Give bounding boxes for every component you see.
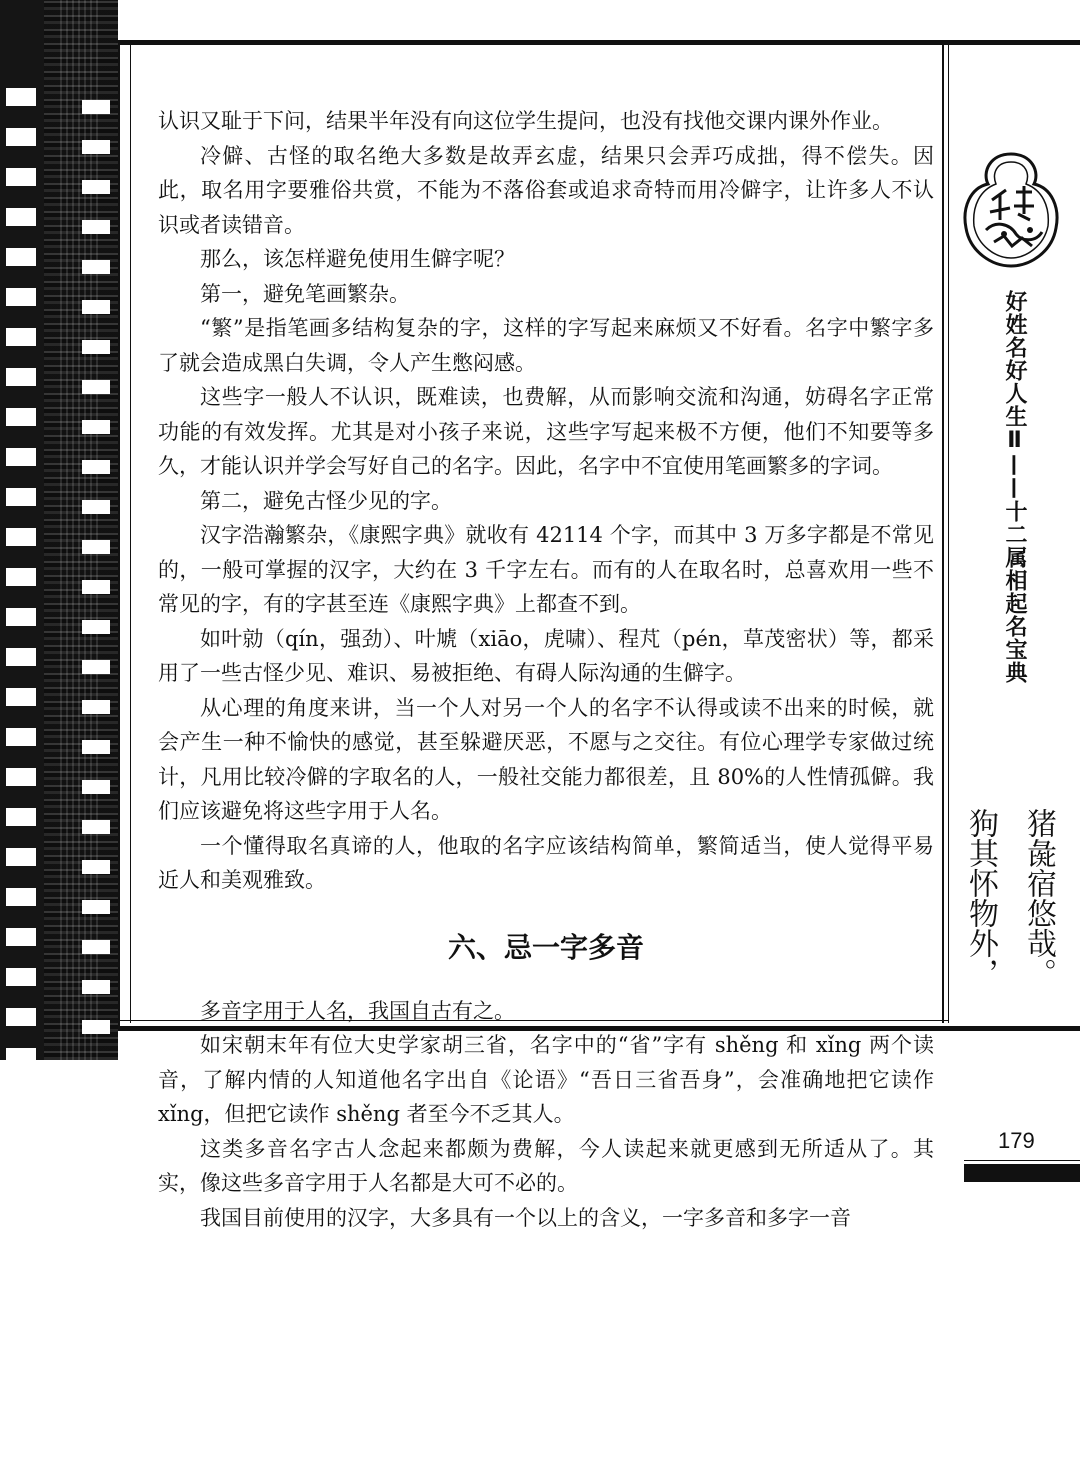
sidebar-poem-line-2: 狗其怀物外， [963,808,998,988]
film-sprocket-hole [6,888,36,906]
film-sprocket-hole [6,688,36,706]
book-title-vertical: 好姓名好人生Ⅱ——十二属相起名宝典 [1002,290,1027,684]
film-sprocket-hole [82,460,110,474]
sidebar-poem-line-1: 猪彘宿悠哉。 [1021,808,1056,988]
film-sprocket-hole [6,648,36,666]
body-paragraphs-top [158,104,934,898]
film-sprocket-hole [82,260,110,274]
film-sprocket-hole [82,900,110,914]
film-sprocket-hole [6,248,36,266]
page-number: 179 [998,1128,1035,1153]
body-paragraph: 第二，避免古怪少见的字。 [200,488,452,513]
page-number-bar [964,1164,1080,1182]
body-paragraph: “繁”是指笔画多结构复杂的字，这样的字写起来麻烦又不好看。名字中繁字多了就会造成黑白失调，令人产生憋闷感。 [158,316,934,375]
film-strip-decoration [0,0,118,1060]
film-sprocket-hole [6,168,36,186]
film-sprocket-hole [6,928,36,946]
body-paragraph: 冷僻、古怪的取名绝大多数是故弄玄虚，结果只会弄巧成拙，得不偿失。因此，取名用字要雅俗共赏，不能为不落俗套或追求奇特而用冷僻字，让许多人不认识或者读错音。 [158,143,934,237]
film-sprocket-hole [82,860,110,874]
page-body [158,104,934,1235]
film-sprocket-hole [6,768,36,786]
film-sprocket-hole [82,500,110,514]
film-sprocket-hole [6,128,36,146]
body-paragraph: 第一，避免笔画繁杂。 [200,281,410,306]
body-paragraph: 从心理的角度来讲，当一个人对另一个人的名字不认得或读不出来的时候，就会产生一种不愉快的感觉，甚至躲避厌恶，不愿与之交往。有位心理学专家做过统计，凡用比较冷僻的字取名的人，一般社交能力都很差，且 80%的人性情孤僻。我们应该避免将这些字用于人名。 [158,695,934,823]
film-sprocket-hole [82,700,110,714]
film-sprocket-hole [82,140,110,154]
film-sprocket-hole [82,540,110,554]
film-sprocket-hole [82,980,110,994]
left-rule-thin [130,45,131,1023]
page-number-rule [964,1160,1080,1161]
film-sprocket-hole [82,780,110,794]
film-sprocket-hole [82,300,110,314]
film-sprocket-hole [6,848,36,866]
film-sprocket-hole [82,420,110,434]
film-sprocket-hole [6,728,36,746]
right-rule-thin [948,45,949,1023]
film-sprocket-hole [6,368,36,386]
left-rule [118,40,120,1030]
film-sprocket-hole [6,208,36,226]
film-sprocket-hole [82,580,110,594]
film-sprocket-hole [6,408,36,426]
right-rule [942,45,944,1023]
body-paragraph: 认识又耻于下问，结果半年没有向这位学生提问，也没有找他交课内课外作业。 [158,109,893,133]
body-paragraph: 如宋朝末年有位大史学家胡三省，名字中的“省”字有 shěng 和 xǐng 两个读音，了解内情的人知道他名字出自《论语》“吾日三省吾身”，会准确地把它读作 xǐng，但把它读作 shěng 者至今不乏其人。 [158,1033,934,1126]
film-sprocket-hole [6,88,36,106]
film-sprocket-hole [6,528,36,546]
film-sprocket-hole [6,968,36,986]
film-sprocket-hole [6,1048,36,1060]
body-paragraph: 多音字用于人名，我国自古有之。 [200,998,515,1023]
body-paragraphs-bottom [158,994,934,1236]
film-sprocket-hole [82,100,110,114]
body-paragraph: 汉字浩瀚繁杂，《康熙字典》就收有 42114 个字，而其中 3 万多字都是不常见的，一般可掌握的汉字，大约在 3 千字左右。而有的人在取名时，总喜欢用一些不常见的字，有的字甚至连《康熙字典》上都查不到。 [158,523,934,616]
film-sprocket-hole [6,1008,36,1026]
film-sprocket-hole [6,288,36,306]
body-paragraph: 这类多音名字古人念起来都颇为费解，今人读起来就更感到无所适从了。其实，像这些多音字用于人名都是大可不必的。 [158,1136,934,1195]
film-sprocket-hole [82,740,110,754]
body-paragraph: 我国目前使用的汉字，大多具有一个以上的含义，一字多音和多字一音 [200,1205,851,1230]
film-sprocket-hole [6,608,36,626]
film-sprocket-hole [6,568,36,586]
film-sprocket-hole [82,220,110,234]
film-sprocket-hole [82,940,110,954]
body-paragraph: 如叶勍（qín，强劲）、叶虓（xiāo，虎啸）、程芃（pén，草茂密状）等，都采用了一些古怪少见、难识、易被拒绝、有碍人际沟通的生僻字。 [158,626,934,685]
film-sprocket-hole [82,660,110,674]
film-sprocket-hole [6,488,36,506]
film-sprocket-hole [82,820,110,834]
section-heading: 六、忌一字多音 [447,930,644,964]
film-sprocket-hole [82,1020,110,1034]
film-sprocket-hole [82,180,110,194]
body-paragraph: 一个懂得取名真谛的人，他取的名字应该结构简单，繁简适当，使人觉得平易近人和美观雅致。 [158,833,934,892]
film-sprocket-hole [6,808,36,826]
body-paragraph: 那么，该怎样避免使用生僻字呢？ [200,247,515,271]
top-rule [118,40,1080,45]
film-sprocket-hole [82,340,110,354]
film-sprocket-hole [6,328,36,346]
body-paragraph: 这些字一般人不认识，既难读，也费解，从而影响交流和沟通，妨碍名字正常功能的有效发挥。尤其是对小孩子来说，这些字写起来极不方便，他们不知要等多久，才能认识并学会写好自己的名字。因此，名字中不宜使用笔画繁多的字词。 [158,385,934,478]
film-sprocket-hole [82,380,110,394]
film-sprocket-hole [82,620,110,634]
zodiac-seal-icon [960,150,1062,270]
film-sprocket-hole [6,448,36,466]
